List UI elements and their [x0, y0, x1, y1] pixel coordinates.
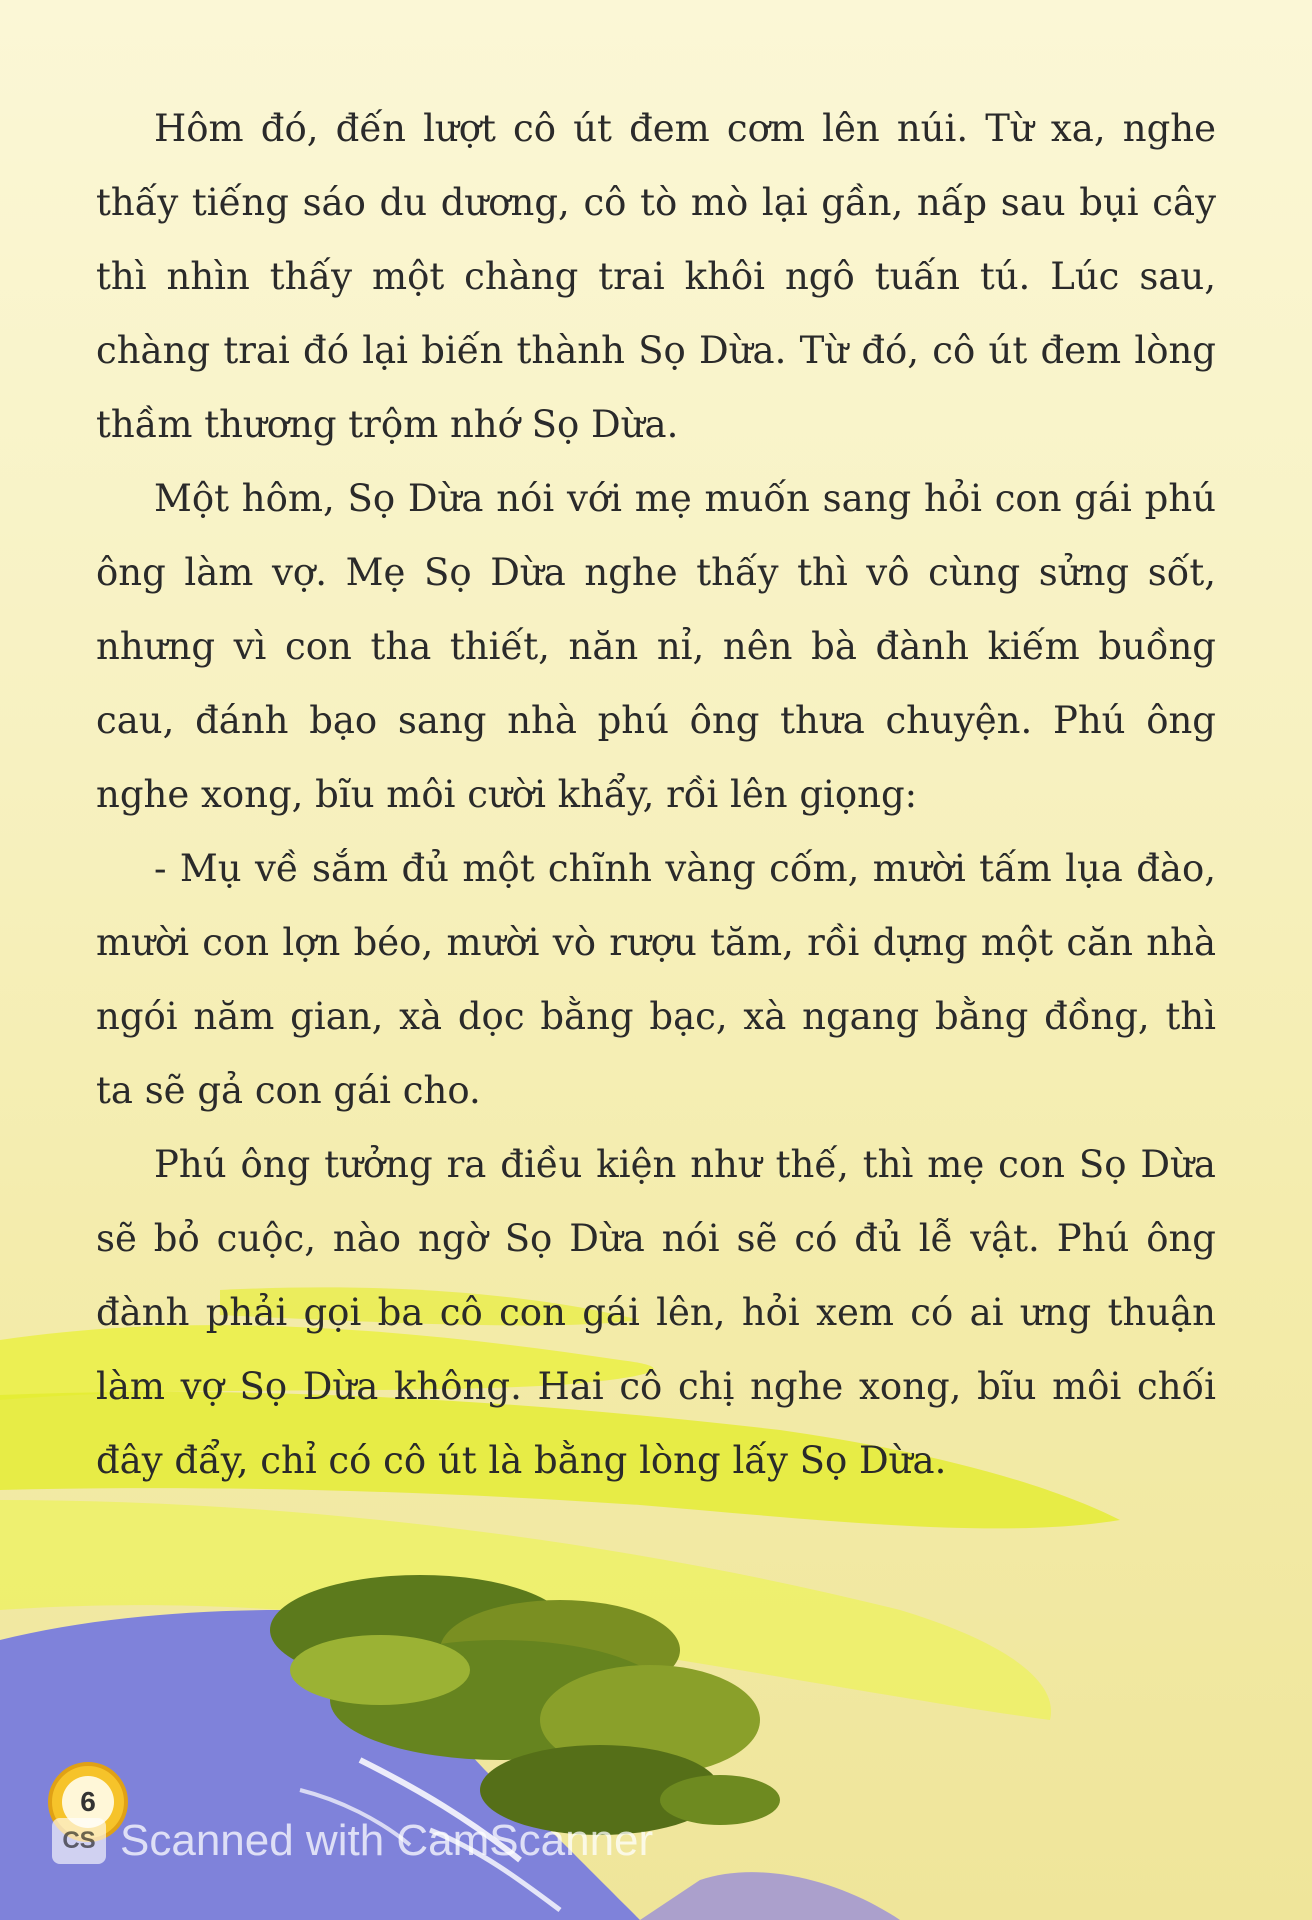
camscanner-watermark: [52, 1816, 653, 1866]
bush: [290, 1635, 470, 1705]
watermark-text: Scanned with CamScanner: [120, 1816, 654, 1865]
rock-cliff: [640, 1872, 900, 1920]
bush: [660, 1775, 780, 1825]
page-number: 6: [62, 1776, 114, 1828]
paragraph: Một hôm, Sọ Dừa nói với mẹ muốn sang hỏi con gái phú ông làm vợ. Mẹ Sọ Dừa nghe thấy thì vô cùng sửng sốt, nhưng vì con tha thiết, năn nỉ, nên bà đành kiếm buồng cau, đánh bạo sang nhà phú ông thưa chuyện. Phú ông nghe xong, bĩu môi cười khẩy, rồi lên giọng:: [96, 477, 1216, 816]
paragraph: Phú ông tưởng ra điều kiện như thế, thì mẹ con Sọ Dừa sẽ bỏ cuộc, nào ngờ Sọ Dừa nói sẽ có đủ lễ vật. Phú ông đành phải gọi ba cô con gái lên, hỏi xem có ai ưng thuận làm vợ Sọ Dừa không. Hai cô chị nghe xong, bĩu môi chối đây đẩy, chỉ có cô út là bằng lòng lấy Sọ Dừa.: [96, 1143, 1216, 1482]
paragraph: Hôm đó, đến lượt cô út đem cơm lên núi. Từ xa, nghe thấy tiếng sáo du dương, cô tò mò lại gần, nấp sau bụi cây thì nhìn thấy một chàng trai khôi ngô tuấn tú. Lúc sau, chàng trai đó lại biến thành Sọ Dừa. Từ đó, cô út đem lòng thầm thương trộm nhớ Sọ Dừa.: [96, 107, 1216, 446]
dialogue-paragraph: - Mụ về sắm đủ một chĩnh vàng cốm, mười tấm lụa đào, mười con lợn béo, mười vò rượu tăm, rồi dựng một căn nhà ngói năm gian, xà dọc bằng bạc, xà ngang bằng đồng, thì ta sẽ gả con gái cho.: [96, 847, 1216, 1112]
camscanner-logo-icon: CS: [52, 1818, 106, 1864]
story-text: [96, 92, 1216, 1498]
